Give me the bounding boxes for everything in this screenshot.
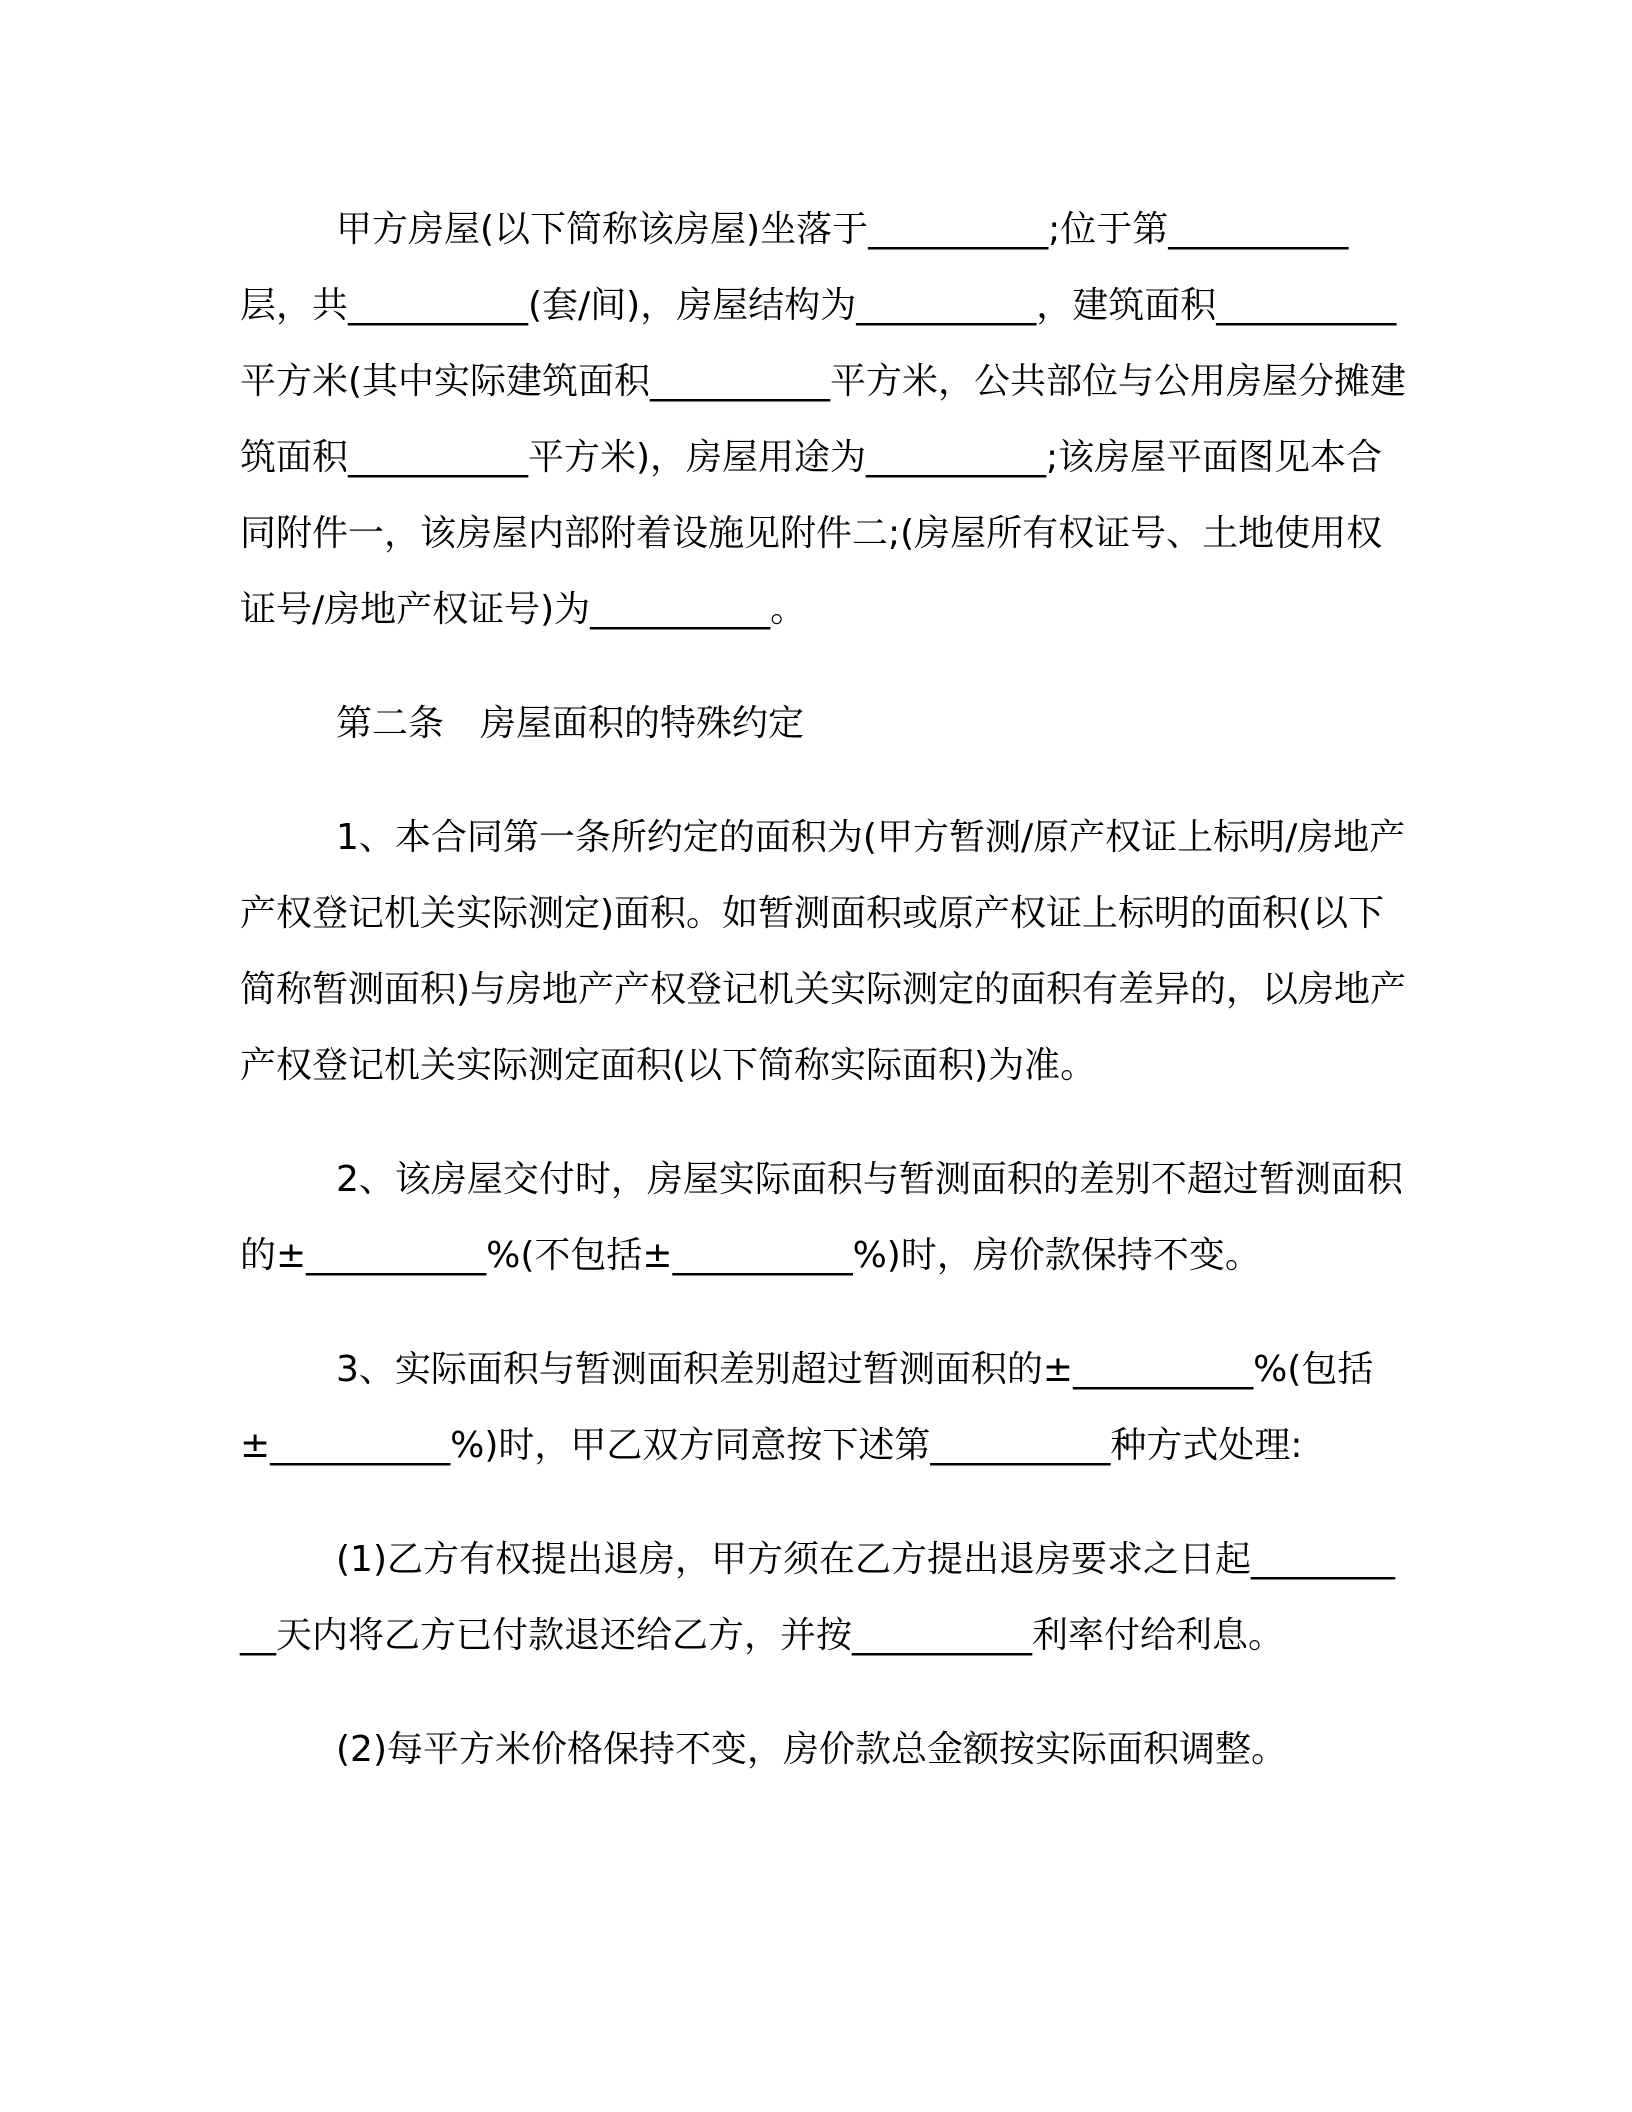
paragraph-option-2: (2)每平方米价格保持不变，房价款总金额按实际面积调整。 xyxy=(336,1729,1287,1770)
document-body xyxy=(240,192,1410,1788)
paragraph-clause-2: 2、该房屋交付时，房屋实际面积与暂测面积的差别不超过暂测面积的±__________%(不包括±__________%)时，房价款保持不变。 xyxy=(240,1159,1403,1276)
paragraph-clause-1: 1、本合同第一条所约定的面积为(甲方暂测/原产权证上标明/房地产产权登记机关实际测定)面积。如暂测面积或原产权证上标明的面积(以下简称暂测面积)与房地产产权登记机关实际测定的面积有差异的，以房地产产权登记机关实际测定面积(以下简称实际面积)为准。 xyxy=(240,817,1407,1086)
paragraph-clause-3: 3、实际面积与暂测面积差别超过暂测面积的±__________%(包括±__________%)时，甲乙双方同意按下述第__________种方式处理: xyxy=(240,1349,1374,1466)
article-two-heading: 第二条 房屋面积的特殊约定 xyxy=(336,703,805,744)
paragraph-option-1: (1)乙方有权提出退房，甲方须在乙方提出退房要求之日起__________天内将乙方已付款退还给乙方，并按__________利率付给利息。 xyxy=(240,1539,1395,1656)
paragraph-property-location: 甲方房屋(以下简称该房屋)坐落于__________;位于第__________层，共__________(套/间)，房屋结构为__________，建筑面积__________平方米(其中实际建筑面积__________平方米，公共部位与公用房屋分摊建筑面积__________平方米)，房屋用途为__________;该房屋平面图见本合同附件一，该房屋内部附着设施见附件二;(房屋所有权证号、土地使用权证号/房地产权证号)为__________。 xyxy=(240,209,1407,630)
